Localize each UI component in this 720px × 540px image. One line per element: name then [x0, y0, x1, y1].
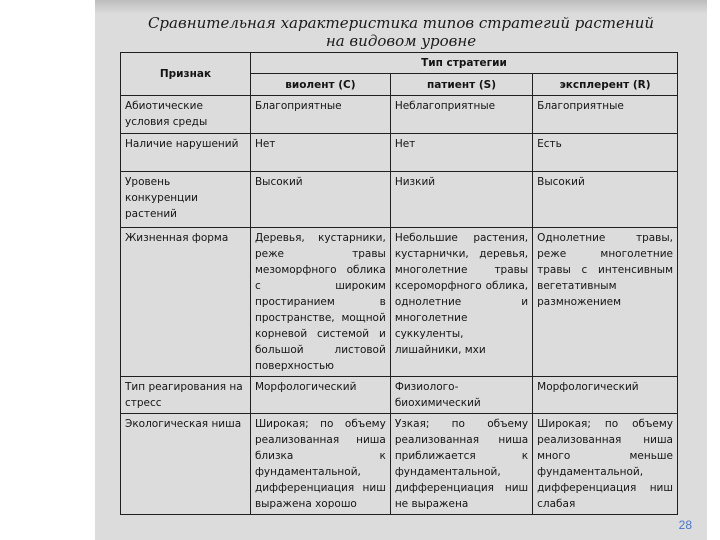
- cell-explerent: Широкая; по объему реализованная ниша много меньше фундаментальной, дифференциация ниш слабая: [533, 414, 678, 515]
- table-row: [121, 414, 678, 515]
- cell-patient: Неблагоприятные: [390, 96, 532, 134]
- table-title-line-2: на видовом уровне: [325, 32, 477, 50]
- scan-edge: [95, 0, 707, 14]
- table-row: [121, 172, 678, 228]
- cell-patient: Узкая; по объему реализованная ниша приближается к фундаментальной, дифференциация ниш не выражена: [390, 414, 532, 515]
- cell-violent: Нет: [250, 134, 390, 172]
- table-row: [121, 134, 678, 172]
- cell-patient: Небольшие растения, кустарнички, деревья, многолетние травы ксероморфного облика, однолетние и многолетние суккуленты, лишайники, мхи: [390, 228, 532, 377]
- header-patient: патиент (S): [390, 74, 532, 96]
- cell-violent: Деревья, кустарники, реже травы мезоморфного облика с широким простиранием в пространстве, мощной корневой системой и большой листовой поверхностью: [250, 228, 390, 377]
- row-feature: Абиотические условия среды: [121, 96, 251, 134]
- cell-patient: Нет: [390, 134, 532, 172]
- cell-explerent: Однолетние травы, реже многолетние травы с интенсивным вегетативным размножением: [533, 228, 678, 377]
- header-strategy-type: Тип стратегии: [250, 53, 677, 74]
- table-row: [121, 96, 678, 134]
- header-feature: Признак: [121, 53, 251, 96]
- table-row: [121, 377, 678, 414]
- row-feature: Тип реагирования на стресс: [121, 377, 251, 414]
- cell-violent: Морфологический: [250, 377, 390, 414]
- row-feature: Жизненная форма: [121, 228, 251, 377]
- row-feature: Экологическая ниша: [121, 414, 251, 515]
- cell-explerent: Высокий: [533, 172, 678, 228]
- table-row: [121, 228, 678, 377]
- cell-explerent: Благоприятные: [533, 96, 678, 134]
- table-title: [95, 14, 707, 50]
- cell-patient: Низкий: [390, 172, 532, 228]
- scanned-page: [95, 0, 707, 540]
- cell-violent: Высокий: [250, 172, 390, 228]
- cell-explerent: Есть: [533, 134, 678, 172]
- slide-page-number: 28: [678, 518, 692, 532]
- table-title-line-1: Сравнительная характеристика типов стратегий растений: [147, 14, 655, 32]
- strategy-comparison-table: [120, 52, 678, 515]
- row-feature: Уровень конкуренции растений: [121, 172, 251, 228]
- cell-violent: Широкая; по объему реализованная ниша близка к фундаментальной, дифференциация ниш выражена хорошо: [250, 414, 390, 515]
- cell-violent: Благоприятные: [250, 96, 390, 134]
- cell-patient: Физиолого-биохимический: [390, 377, 532, 414]
- row-feature: Наличие нарушений: [121, 134, 251, 172]
- cell-explerent: Морфологический: [533, 377, 678, 414]
- header-row-1: [121, 53, 678, 74]
- header-violent: виолент (С): [250, 74, 390, 96]
- header-explerent: эксплерент (R): [533, 74, 678, 96]
